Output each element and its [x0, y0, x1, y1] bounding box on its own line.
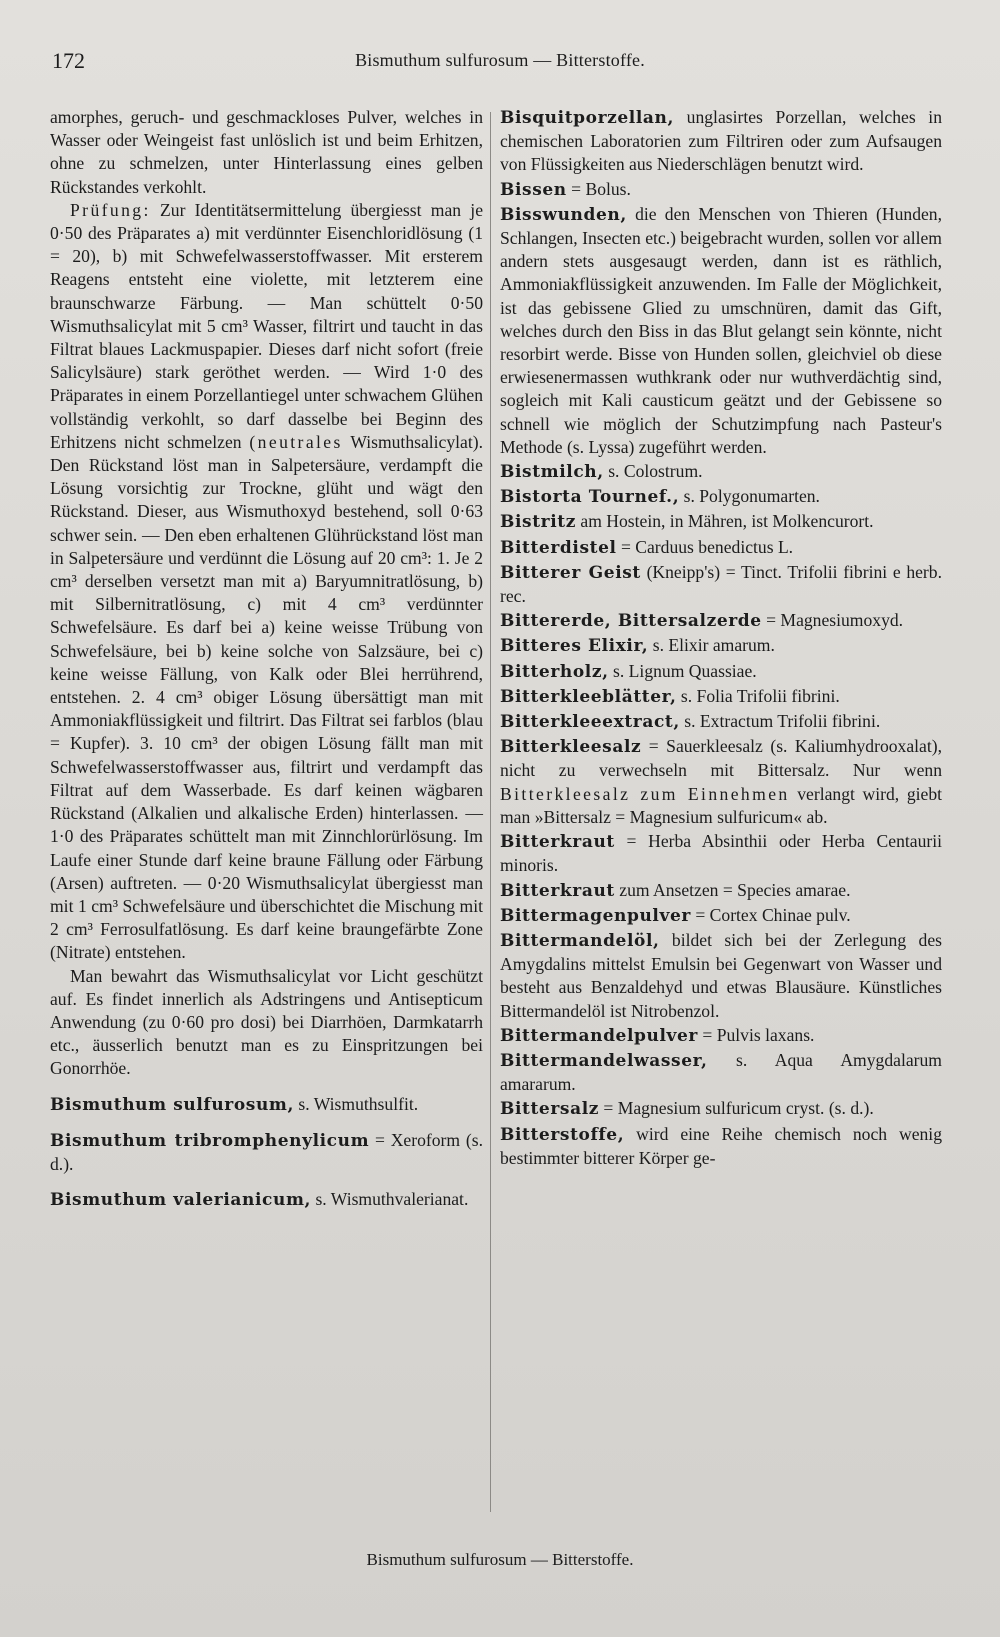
pruefung-label: Prüfung:: [70, 199, 151, 220]
dictionary-entry: [500, 1097, 942, 1121]
entry-text: verlangt wird, giebt man »Bittersalz = Magnesium sulfuricum« ab.: [500, 783, 943, 827]
entry-headword: Bittermandelpulver: [500, 1025, 698, 1046]
dictionary-entry: [500, 1123, 942, 1170]
dictionary-entry: [500, 1024, 942, 1048]
pruefung-spaced-term: (neutrales: [249, 431, 343, 452]
dictionary-entry: [500, 1049, 942, 1096]
dictionary-entry: [500, 929, 942, 1023]
entry-headword: Bitterkraut: [500, 832, 615, 853]
entry-text: s. Aqua Amygdalarum amararum.: [500, 1049, 942, 1095]
entry-headword: Bitterkleeextract,: [500, 712, 680, 733]
entry-text: s. Lignum Quassiae.: [608, 660, 757, 681]
entry-headword: Bismuthum sulfurosum,: [50, 1094, 295, 1115]
entry-text: bildet sich bei der Zerlegung des Amygdalins mittelst Emulsin bei Gegenwart von Wasser und besteht aus Benzaldehyd und etwas Blausäure. Künstliches Bittermandelöl ist Nitrobenzol.: [500, 929, 942, 1021]
dictionary-entry: [500, 685, 942, 709]
entry-text: am Hostein, in Mähren, ist Molkencurort.: [575, 511, 874, 532]
entry-headword: Bitterkraut: [500, 880, 615, 901]
entry-headword: Bittererde, Bittersalzerde: [500, 611, 762, 632]
dictionary-entry: [500, 510, 942, 534]
left-column: [50, 106, 483, 1213]
entry-text: = Bolus.: [566, 178, 631, 199]
entry-text: = Herba Absinthii oder Herba Centaurii minoris.: [500, 831, 942, 876]
paragraph-storage: Man bewahrt das Wismuthsalicylat vor Licht geschützt auf. Es findet innerlich als Adstringens und Antisepticum Anwendung (zu 0·60 pro dosi) bei Diarrhöen, Darmkatarrh etc., äusserlich benutzt man es zu Einspritzungen bei Gonorrhöe.: [50, 965, 483, 1079]
page-number: 172: [52, 48, 85, 73]
dictionary-entry: [500, 879, 942, 903]
dictionary-entry: [500, 904, 942, 928]
entry-text: s. Wismuthsulfit.: [294, 1093, 419, 1114]
entry-text: (Kneipp's) = Tinct. Trifolii fibrini e herb. rec.: [500, 561, 942, 607]
entry-text: wird eine Reihe chemisch noch wenig bestimmter bitterer Körper ge-: [500, 1123, 942, 1168]
entry-headword: Bitterstoffe,: [500, 1124, 625, 1145]
entry-text: s. Polygonumarten.: [679, 486, 820, 507]
entry-text: s. Folia Trifolii fibrini.: [676, 685, 840, 706]
entry-text: s. Elixir amarum.: [648, 635, 775, 656]
dictionary-entry: [50, 1188, 483, 1212]
dictionary-entry: [500, 634, 942, 658]
dictionary-entry: [500, 735, 942, 829]
dictionary-entry: [50, 1093, 483, 1117]
pruefung-text: Zur Identitätsermittelung übergiesst man je 0·50 des Präparates a) mit verdünnter Eisenchloridlösung (1 = 20), b) mit Schwefelwasserstoffwasser. Mit ersterem Reagens entsteht eine violette, mit letzterem eine braunschwarze Färbung. — Man schüttelt 0·50 Wismuthsalicylat mit 5 cm³ Wasser, filtrirt und taucht in das Filtrat blaues Lackmuspapier. Dieses darf nicht sofort (freie Salicylsäure) stark geröthet werden. — Wird 1·0 des Präparates in einem Porzellantiegel unter schwachem Glühen vollständig verkohlt, so darf dasselbe bei Beginn des Erhitzens nicht schmelzen: [50, 199, 483, 452]
pruefung-text-rest: Wismuthsalicylat). Den Rückstand löst man in Salpetersäure, verdampft die Lösung vorsichtig zur Trockne, glüht und wägt den Rückstand. Dieser, aus Wismuthoxyd bestehend, soll 0·63 schwer sein. — Den eben erhaltenen Glührückstand löst man in Salpetersäure und verdünnt die Lösung auf 20 cm³: 1. Je 2 cm³ derselben versetzt man mit a) Baryumnitratlösung, b) mit Silbernitratlösung, c) mit 4 cm³ verdünnter Schwefelsäure. Es darf bei a) keine weisse Trübung von Schwefelsäure, bei b) keine solche von Salzsäure, bei c) keine weisse Fällung, von Kalk oder Blei herrührend, entstehen. 2. 4 cm³ obiger Lösung übersättigt man mit Ammoniakflüssigkeit und filtrirt. Das Filtrat sei farblos (blau = Kupfer). 3. 10 cm³ der obigen Lösung fällt man mit Schwefelwasserstoffwasser aus, filtrirt und verdampft das Filtrat auf dem Wasserbade. Es darf keinen wägbaren Rückstand (Alkalien und alkalische Erden) hinterlassen. — 1·0 des Präparates schüttelt man mit Zinnchlorürlösung. Im Laufe einer Stunde darf keine braune Fällung oder Färbung (Arsen) auftreten. — 0·20 Wismuthsalicylat übergiesst man mit 1 cm³ Schwefelsäure und überschichtet die Mischung mit 2 cm³ Ferrosulfatlösung. Es darf keine braungefärbte Zone (Nitrate) entstehen.: [50, 431, 483, 963]
dictionary-entry: [500, 830, 942, 877]
page-footer-caption: Bismuthum sulfurosum — Bitterstoffe.: [366, 1550, 634, 1569]
column-divider: [490, 112, 491, 1512]
entry-text: unglasirtes Porzellan, welches in chemischen Laboratorien zum Filtriren oder zum Aufsaugen von Flüssigkeiten aus Niederschlägen benutzt wird.: [500, 107, 942, 175]
entry-headword: Bittermandelwasser,: [500, 1050, 708, 1071]
dictionary-entry: [500, 485, 942, 509]
running-title: Bismuthum sulfurosum — Bitterstoffe.: [355, 50, 645, 70]
entry-text: s. Wismuthvalerianat.: [311, 1189, 469, 1210]
dictionary-entry: [500, 710, 942, 734]
dictionary-entry: [50, 1129, 483, 1176]
entry-headword: Bitterkleeblätter,: [500, 686, 677, 707]
entry-headword: Bisquitporzellan,: [500, 108, 675, 128]
entry-headword: Bistorta Tournef.,: [500, 487, 680, 508]
entry-headword: Bismuthum tribromphenylicum: [50, 1130, 370, 1151]
entry-text: = Pulvis laxans.: [697, 1024, 815, 1045]
entry-text: = Sauerkleesalz (s. Kaliumhydrooxalat), nicht zu verwechseln mit Bittersalz. Nur wenn: [500, 736, 942, 781]
entry-headword: Bitterer Geist: [500, 562, 641, 583]
entry-headword: Bistritz: [500, 512, 576, 533]
entry-headword: Bisswunden,: [500, 204, 627, 225]
dictionary-entry: [500, 561, 942, 608]
dictionary-entry: [500, 178, 942, 202]
entry-headword: Bittersalz: [500, 1099, 600, 1120]
entry-text: die den Menschen von Thieren (Hunden, Schlangen, Insecten etc.) beigebracht wurden, sollen vor allem andern stets ausgesaugt werden, dann ist es räthlich, Ammoniakflüssigkeit anzuwenden. Im Falle der Möglichkeit, ist das gebissene Glied zu umschnüren, damit das Gift, welches durch den Biss in das Blut gelangt sein könnte, nicht resorbirt werde. Bisse von Hunden sollen, gleichviel ob diese erwiesenermassen wuthkrank oder nur wuthverdächtig sind, sogleich mit Kali causticum geätzt und der Gebissene so schnell wie möglich der Schutzimpfung nach Pasteur's Methode (s. Lyssa) zugeführt werden.: [500, 203, 942, 457]
dictionary-entry: [500, 203, 942, 459]
paragraph-continuation: amorphes, geruch- und geschmackloses Pulver, welches in Wasser oder Weingeist fast unlöslich ist und beim Erhitzen, ohne zu schmelzen, unter Hinterlassung eines gelben Rückstandes verkohlt.: [50, 107, 483, 197]
right-column: [500, 106, 942, 1171]
dictionary-entry: [500, 660, 942, 684]
entry-headword: Bitterholz,: [500, 661, 609, 682]
dictionary-entry: [500, 609, 942, 633]
entry-text: zum Ansetzen = Species amarae.: [614, 879, 851, 900]
entry-text: s. Colostrum.: [603, 461, 703, 482]
entry-headword: Bitteres Elixir,: [500, 636, 649, 657]
entry-headword: Bissen: [500, 179, 567, 200]
paragraph-pruefung: [50, 199, 483, 965]
dictionary-entry: [500, 536, 942, 560]
dictionary-entry: [500, 460, 942, 484]
dictionary-entry: [500, 106, 942, 177]
entry-headword: Bismuthum valerianicum,: [50, 1190, 312, 1211]
entry-text: = Magnesium sulfuricum cryst. (s. d.).: [599, 1098, 874, 1119]
entry-headword: Bitterkleesalz: [500, 737, 642, 758]
entry-text: = Cortex Chinae pulv.: [690, 904, 851, 925]
entry-headword: Bistmilch,: [500, 462, 604, 483]
entry-text: s. Extractum Trifolii fibrini.: [679, 711, 881, 732]
entry-text: = Xeroform (s. d.).: [50, 1129, 483, 1174]
entry-spaced-text: Bitterkleesalz zum Einnehmen: [500, 783, 790, 804]
entry-headword: Bittermandelöl,: [500, 930, 660, 951]
entry-text: = Magnesiumoxyd.: [761, 610, 904, 631]
entry-headword: Bitterdistel: [500, 537, 617, 558]
entry-headword: Bittermagenpulver: [500, 905, 691, 926]
entry-text: = Carduus benedictus L.: [616, 536, 794, 557]
